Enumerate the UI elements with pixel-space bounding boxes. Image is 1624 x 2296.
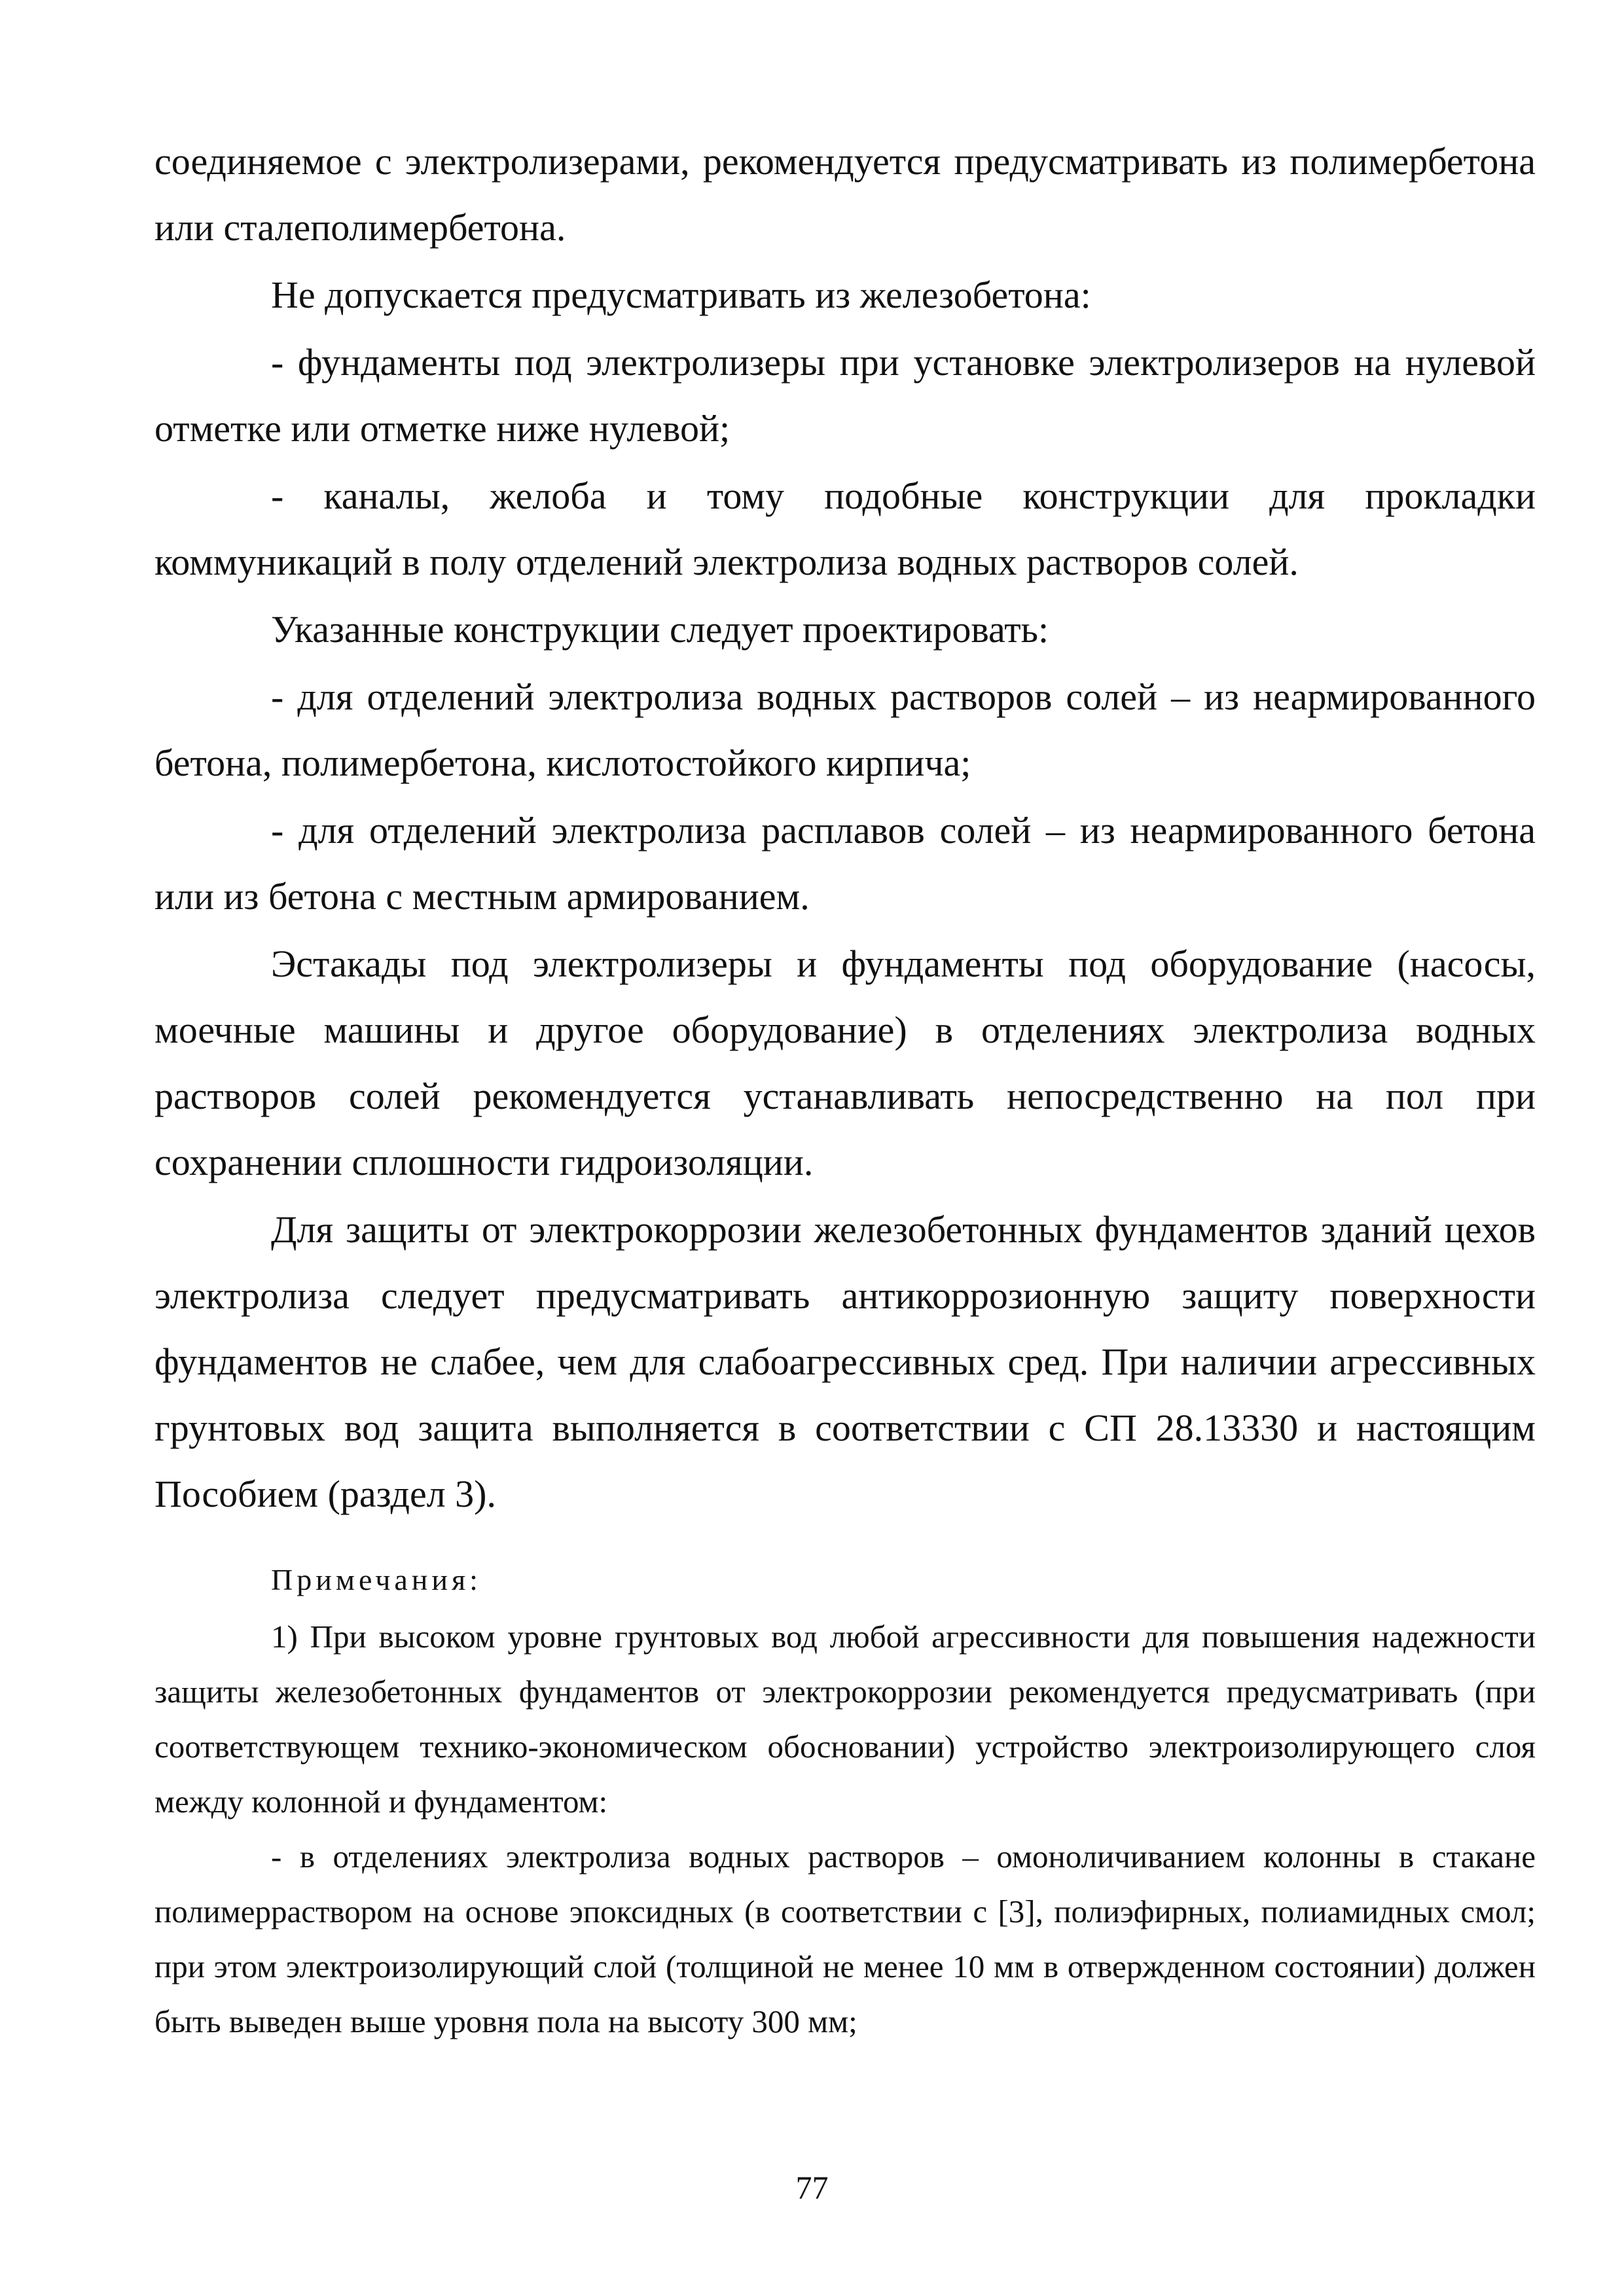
paragraph-overpasses: Эстакады под электролизеры и фундаменты под оборудование (насосы, моечные машины и другое оборудование) в отделениях электролиза водных растворов солей рекомендуется устанавливать непосредственно на пол при сохранении сплошности гидроизоляции.	[154, 942, 1536, 1183]
list-item-molten-electrolysis: - для отделений электролиза расплавов солей – из неармированного бетона или из бетона с местным армированием.	[154, 809, 1536, 918]
list-item-aqueous-electrolysis: - для отделений электролиза водных растворов солей – из неармированного бетона, полимербетона, кислотостойкого кирпича;	[154, 675, 1536, 784]
note-item-1: 1) При высоком уровне грунтовых вод любой агрессивности для повышения надежности защиты железобетонных фундаментов от электрокоррозии рекомендуется предусматривать (при соответствующем технико-экономическом обосновании) устройство электроизолирующего слоя между колонной и фундаментом:	[154, 1619, 1536, 1820]
paragraph-design-intro: Указанные конструкции следует проектировать:	[271, 608, 1049, 651]
notes-section	[154, 1554, 1536, 2049]
notes-title: Примечания:	[271, 1563, 482, 1596]
list-item-channels: - каналы, желоба и тому подобные конструкции для прокладки коммуникаций в полу отделений электролиза водных растворов солей.	[154, 475, 1536, 583]
paragraph-continuation: соединяемое с электролизерами, рекомендуется предусматривать из полимербетона или сталеполимербетона.	[154, 140, 1536, 249]
note-item-2: - в отделениях электролиза водных растворов – омоноличиванием колонны в стакане полимерраствором на основе эпоксидных (в соответствии с [3], полиэфирных, полиамидных смол; при этом электроизолирующий слой (толщиной не менее 10 мм в отвержденном состоянии) должен быть выведен выше уровня пола на высоту 300 мм;	[154, 1839, 1536, 2039]
paragraph-prohibition-intro: Не допускается предусматривать из железобетона:	[271, 274, 1091, 316]
page-number: 77	[795, 2169, 829, 2206]
list-item-foundations: - фундаменты под электролизеры при установке электролизеров на нулевой отметке или отметке ниже нулевой;	[154, 341, 1536, 450]
main-text	[154, 128, 1536, 1527]
page-content	[154, 128, 1536, 2049]
paragraph-electrocorrosion: Для защиты от электрокоррозии железобетонных фундаментов зданий цехов электролиза следует предусматривать антикоррозионную защиту поверхности фундаментов не слабее, чем для слабоагрессивных сред. При наличии агрессивных грунтовых вод защита выполняется в соответствии с СП 28.13330 и настоящим Пособием (раздел 3).	[154, 1208, 1536, 1515]
